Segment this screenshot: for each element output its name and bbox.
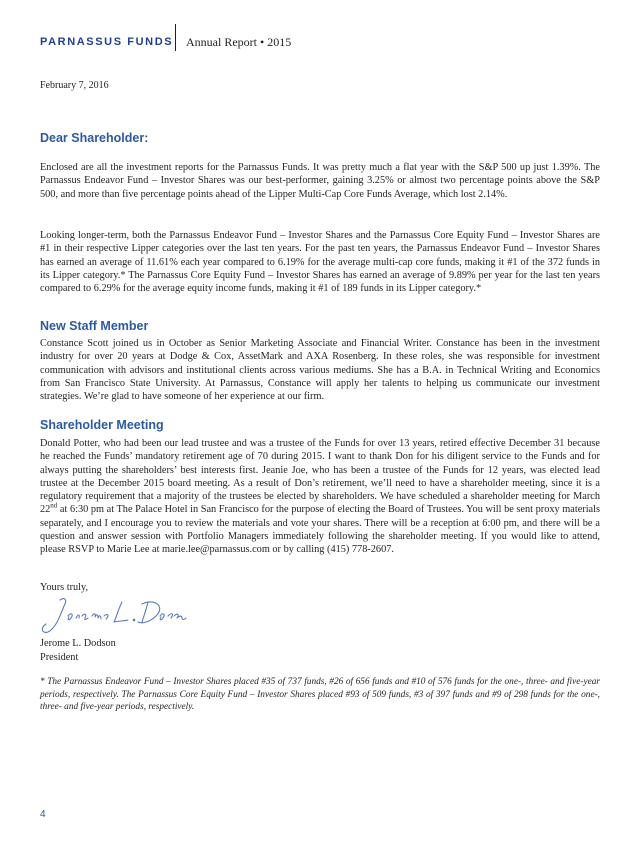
paragraph-shareholder-meeting: Donald Potter, who had been our lead trustee and was a trustee of the Funds for over 13 years, retired effective December 31 because he reached the Funds’ mandatory retirement age of 70 during 2015. I want to thank Don for his diligent service to the Funds and for always putting the shareholders’ best interests first. Jeanie Joe, who has been a trustee of the Funds for 12 years, was elected lead trustee at the December 2015 board meeting. As a result of Don’s retirement, we’ll need to have a shareholder meeting, since it is a regulatory requirement that a majority of the trustees be elected by shareholders. We have scheduled a shareholder meeting for March 22nd at 6:30 pm at The Palace Hotel in San Francisco for the purpose of electing the Board of Trustees. You will be sent proxy materials separately, and I encourage you to review the materials and vote your shares. There will be a reception at 6:00 pm, and there will be a question and answer session with Portfolio Managers immediately following the shareholder meeting. If you would like to attend, please RSVP to Marie Lee at marie.lee@parnassus.com or by calling (415) 778-2607. [40, 438, 600, 556]
heading-new-staff-member: New Staff Member [40, 319, 149, 333]
heading-dear-shareholder: Dear Shareholder: [40, 131, 149, 145]
closing-salutation: Yours truly, [40, 582, 89, 593]
paragraph-overview: Enclosed are all the investment reports for the Parnassus Funds. It was pretty much a flat year with the S&P 500 up just 1.39%. The Parnassus Endeavor Fund – Investor Shares was our best-performer, gaining 3.25% or almost two percentage points above the S&P 500, and more than five percentage points ahead of the Lipper Multi-Cap Core Funds Average, which lost 2.14%. [40, 162, 600, 200]
signature-image [38, 594, 198, 636]
footnote: * The Parnassus Endeavor Fund – Investor Shares placed #35 of 737 funds, #26 of 656 funds and #10 of 576 funds for the one-, three- and five-year periods, respectively. The Parnassus Core Equity Fund – Investor Shares placed #93 of 509 funds, #3 of 397 funds and #9 of 298 funds for the one-, three- and five-year periods, respectively. [40, 677, 600, 713]
signer-name: Jerome L. Dodson [40, 638, 116, 649]
paragraph-new-staff: Constance Scott joined us in October as Senior Marketing Associate and Financial Writer. Constance has been in the investment industry for over 20 years at Dodge & Cox, AssetMark and AXA Rosenberg. In these roles, she was responsible for investment communication with advisors and institutional clients across various mediums. She has a B.A. in Technical Writing and Economics from San Francisco State University. At Parnassus, Constance will apply her talents to helping us communicate our investment strategies. We’re glad to have someone of her experience at our firm. [40, 338, 600, 403]
letter-date: February 7, 2016 [40, 80, 109, 91]
brand-logo-text: PARNASSUS FUNDS [40, 36, 174, 48]
page-number: 4 [40, 809, 46, 820]
header-divider [175, 24, 176, 51]
report-title: Annual Report • 2015 [186, 35, 292, 49]
paragraph-long-term: Looking longer-term, both the Parnassus Endeavor Fund – Investor Shares and the Parnassus Core Equity Fund – Investor Shares are #1 in their respective Lipper categories over the last ten years. For the past ten years, the Parnassus Endeavor Fund – Investor Shares has earned an average of 11.61% each year compared to 6.19% for the average multi-cap core funds, making it #1 of the 372 funds in its Lipper category.* The Parnassus Core Equity Fund – Investor Shares has earned an average of 9.89% per year for the last ten years compared to 6.29% for the average equity income funds, making it #1 of 189 funds in its Lipper category.* [40, 230, 600, 295]
signer-title: President [40, 652, 79, 663]
page-header [40, 24, 600, 52]
heading-shareholder-meeting: Shareholder Meeting [40, 418, 164, 432]
